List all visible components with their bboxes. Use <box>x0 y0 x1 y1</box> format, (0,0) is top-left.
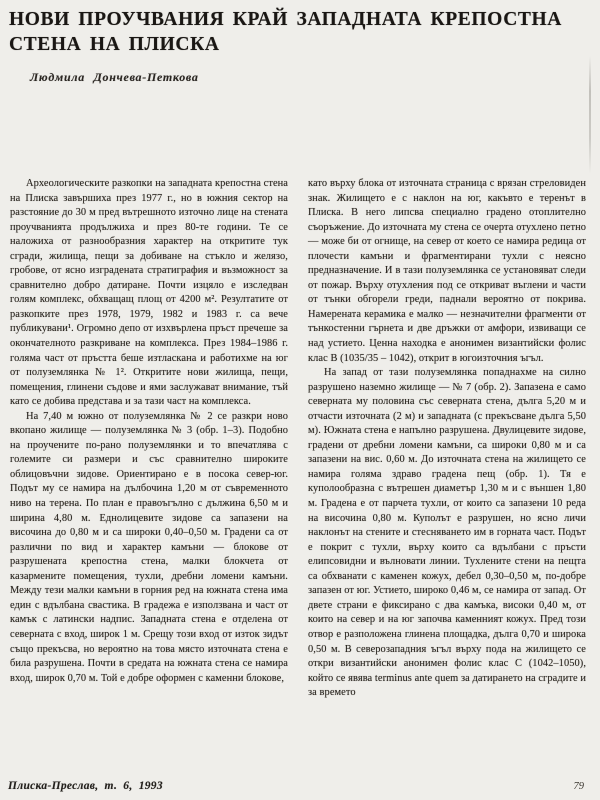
page-footer <box>8 780 584 792</box>
scan-artifact-line <box>589 56 591 174</box>
journal-citation: Плиска-Преслав, т. 6, 1993 <box>8 780 163 792</box>
left-column <box>10 177 288 701</box>
author-name: Людмила Дончева-Петкова <box>30 70 199 84</box>
paragraph-dwelling-7: На запад от тази полуземлянка попаднахме на силно разрушено наземно жилище — № 7 (обр. 2). Запазена е само северната му половина със северната стена, дълга 5,20 м и отчасти източната (2 м) и западната (с прекъсване дълга 5,50 м). Южната стена е напълно разрушена. Двулицевите зидове, градени от дребни ломени камъни, са широки 0,80 м и са запазени на вис. 0,60 м. До източната стена на жилището се намира голяма здраво градена пещ (обр. 1). Тя е куполообразна с вътрешен диаметър 1,30 м и с външен 1,80 м. Градена е от парчета тухли, от които са запазени 10 реда на височина 0,80 м. Куполът е разрушен, но ясно личи наклонът на стените и стесняването им в горната част. Подът е покрит с тухли, върху които са вдълбани с пръсти елипсовидни и вълновати линии. Тухлените стени на пещта са обхванати с каменен кожух, дебел 0,30–0,50 м, по-добре запазен от юг. Устието, широко 0,46 м, се намира от запад. От двете страни е фиксирано с два камъка, високи 0,40 м, от които на север и на юг започва каменният кожух. Пред този отвор е разположена глинена площадка, дълга 0,70 и широка 0,50 м. В северозападния ъгъл върху пода на жилището се откри византийски анонимен фолис клас С (1042–1050), който се явява terminus ante quem за датирането на сградите и за времето <box>308 367 586 699</box>
article-body <box>10 177 586 701</box>
page-number: 79 <box>573 781 584 792</box>
paragraph-excavations-intro: Археологическите разкопки на западната крепостна стена на Плиска завършиха през 1977 г., но в южния сектор на разстояние до 30 м пред вътрешното източно лице на стената проучванията продължиха и през 80-те години. Те се наложиха от разнообразния характер на откритите тук сгради, жилища, пещи за добиване на стъкло и желязо, гробове, от ясно изградената стратиграфия и възможност за сравнително добро датиране. Почти изцяло е изследван голям комплекс, обхващащ площ от 4200 м². Резултатите от разкопките през 1978, 1979, 1982 и 1983 г. са вече публикувани¹. Огромно депо от изхвърлена пръст пречеше за окончателното разкриване на комплекса. През 1984–1986 г. голяма част от пръстта беше изтласкана и работихме на юг от полуземлянка № 1². Откритите нови жилища, пещи, помещения, глинени съдове и ями заслужават внимание, тъй като се добива представа и за тази част на комплекса. <box>10 178 288 408</box>
paragraph-dwelling-3: На 7,40 м южно от полуземлянка № 2 се разкри ново вкопано жилище — полуземлянка № 3 (обр. 1–3). Подобно на проучените по-рано полуземлянки и то впечатлява с големите си размери и със сравнително широките облицовъчни зидове. Ориентирано е в посока север-юг. Подът му се намира на дълбочина 1,20 м от съвременното ниво на терена. По план е правоъгълно с дължина 6,50 м и ширина 4,80 м. Еднолицевите зидове са запазени на височина до 0,80 м и са широки 0,40–0,50 м. Градени са от различни по вид и характер камъни — блокове от разрушената крепостна стена, малки блокчета от казармените помещения, тухли, дребни ломени камъни. Между тези малки камъни в горния ред на южната стена има един с вдълбана свастика. В градежа е използвана и част от камък с латински надпис. Западната стена е отделена от северната с вход, широк 1 м. Срещу този вход от изток зидът също прекъсва, но вероятно на това място източната стена е била разрушена. Почти в средата на южната стена се намира вход, широк 0,70 м. Той е добре оформен с каменни блокове, <box>10 410 288 684</box>
paragraph-dwelling-3-continued: като върху блока от източната страница с врязан стреловиден знак. Жилището е с наклон на юг, какъвто е теренът в Плиска. В него липсва специално градено отоплително съоръжение. До източната му стена се очерта отухлено петно — може би от огнище, на север от което се намира редица от плочести камъни и фрагментирани тухли с неясно предназначение. И в тази полуземлянка се установяват следи от пожар. Върху отухления под се откриват въглени и части от тънки обгорели греди, паднали вероятно от покрива. Намерената керамика е малко — незначителни фрагменти от тънкостенни гърнета и две дръжки от амфори, извиващи се над устието. Ценна находка е анонимен византийски фолис клас В (1035/35 – 1042), открит в югоизточния ъгъл. <box>308 178 586 364</box>
article-title: НОВИ ПРОУЧВАНИЯ КРАЙ ЗАПАДНАТА КРЕПОСТНА СТЕНА НА ПЛИСКА <box>9 9 562 55</box>
right-column <box>308 177 586 701</box>
